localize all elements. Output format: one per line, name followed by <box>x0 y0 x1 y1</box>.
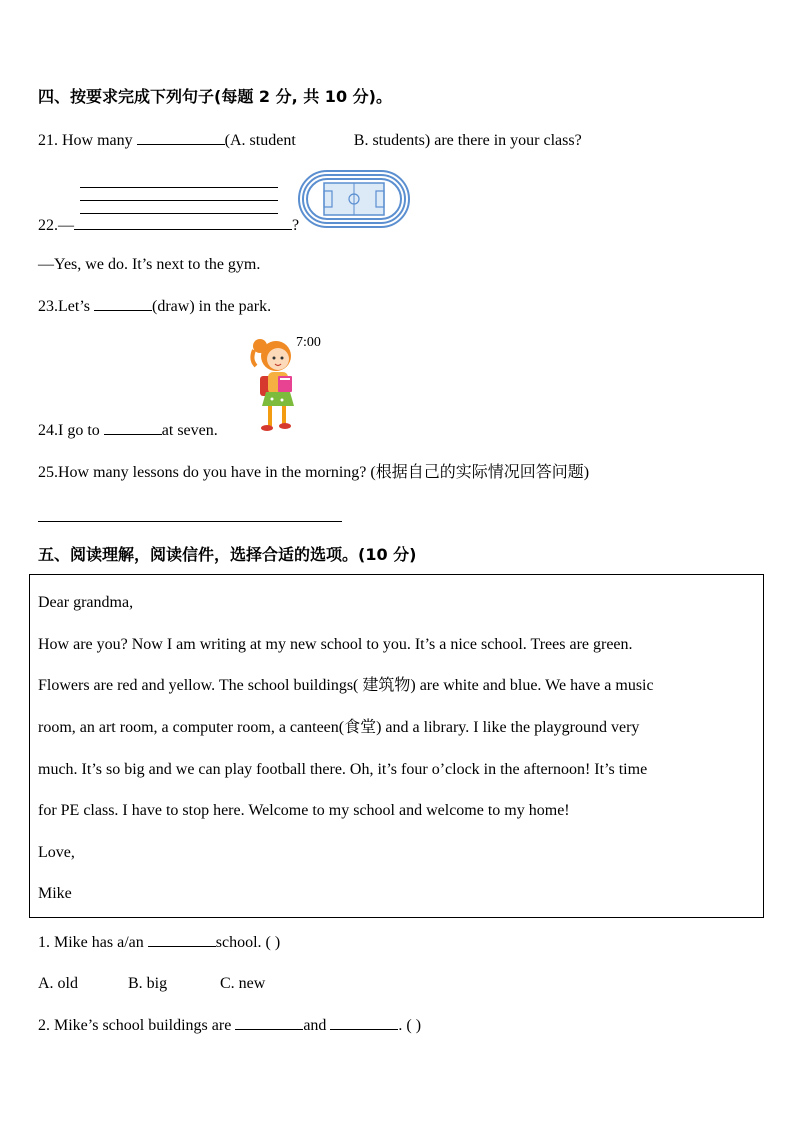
letter-line: Mike <box>38 885 72 902</box>
question-24 <box>38 420 218 441</box>
rq2-blank-2[interactable] <box>330 1015 398 1030</box>
q24-blank[interactable] <box>104 420 162 435</box>
letter-line: How are you? Now I am writing at my new school to you. It’s a nice school. Trees are green. <box>38 636 633 653</box>
question-22 <box>38 215 299 236</box>
q22-suffix: ? <box>292 217 300 234</box>
letter-line: Love, <box>38 844 75 861</box>
letter-line: much. It’s so big and we can play football there. Oh, it’s four o’clock in the afternoon! It’s time <box>38 761 648 778</box>
time-label: 7:00 <box>296 335 321 350</box>
section-5-heading: 五、阅读理解，阅读信件，选择合适的选项。(10 分) <box>38 545 417 564</box>
section-4-heading: 四、按要求完成下列句子(每题 2 分, 共 10 分)。 <box>38 87 392 106</box>
rq1-blank[interactable] <box>148 932 216 947</box>
letter-line: Flowers are red and yellow. The school buildings( 建筑物) are white and blue. We have a music <box>38 677 654 694</box>
reading-question-1 <box>38 932 280 953</box>
q21-prefix: 21. How many <box>38 132 137 149</box>
rq1-option-b[interactable]: B. big <box>128 975 168 992</box>
q21-option-b: B. students) are there in your class? <box>353 132 582 149</box>
q23-blank[interactable] <box>94 296 152 311</box>
answer-line <box>80 200 278 201</box>
rq1-option-c[interactable]: C. new <box>220 975 266 992</box>
q22-answer: —Yes, we do. It’s next to the gym. <box>38 256 261 273</box>
reading-question-2 <box>38 1015 421 1036</box>
question-23 <box>38 296 271 317</box>
girl-student-icon <box>250 336 302 434</box>
rq2-mid: and <box>303 1017 331 1034</box>
answer-line <box>80 213 278 214</box>
q25-answer-line[interactable] <box>38 521 342 522</box>
rq2-prefix: 2. Mike’s school buildings are <box>38 1017 236 1034</box>
q23-prefix: 23.Let’s <box>38 298 94 315</box>
q23-suffix: (draw) in the park. <box>152 298 272 315</box>
rq2-suffix: . ( ) <box>398 1017 422 1034</box>
rq1-option-a[interactable]: A. old <box>38 975 78 992</box>
q24-suffix: at seven. <box>161 422 218 439</box>
question-21 <box>38 130 582 151</box>
letter-box <box>29 574 764 918</box>
letter-line: for PE class. I have to stop here. Welcome to my school and welcome to my home! <box>38 802 570 819</box>
rq1-suffix: school. ( ) <box>215 934 281 951</box>
q22-prefix: 22.— <box>38 217 74 234</box>
letter-line: room, an art room, a computer room, a canteen(食堂) and a library. I like the playground very <box>38 719 640 736</box>
answer-line <box>80 187 278 188</box>
q24-prefix: 24.I go to <box>38 422 104 439</box>
q21-option-a: (A. student <box>224 132 296 149</box>
q22-blank[interactable] <box>74 215 292 230</box>
rq2-blank-1[interactable] <box>235 1015 303 1030</box>
q21-blank[interactable] <box>137 130 225 145</box>
question-25: 25.How many lessons do you have in the morning? (根据自己的实际情况回答问题) <box>38 464 590 481</box>
running-track-icon <box>297 169 411 229</box>
rq1-prefix: 1. Mike has a/an <box>38 934 148 951</box>
letter-line: Dear grandma, <box>38 594 134 611</box>
